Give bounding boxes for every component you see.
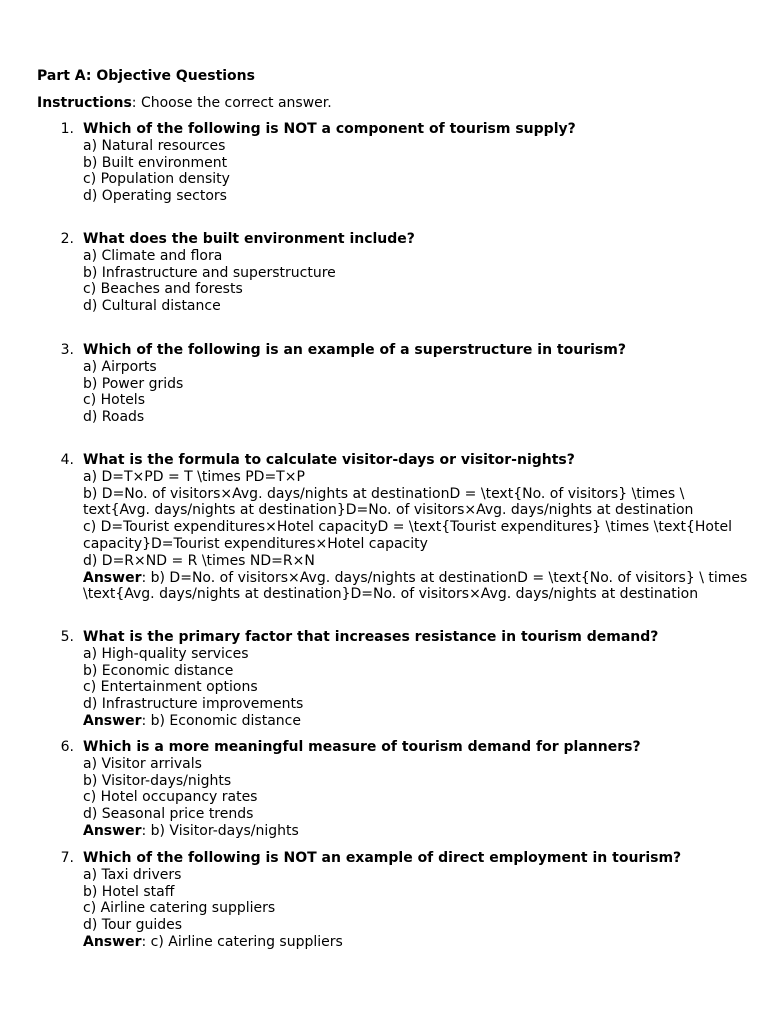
option-d: d) Infrastructure improvements	[83, 696, 304, 713]
question-number: 4.	[60, 452, 74, 468]
option-a: a) Taxi drivers	[83, 866, 182, 883]
answer-line	[83, 934, 755, 951]
question-number: 2.	[60, 231, 74, 247]
option-a: a) Natural resources	[83, 137, 226, 154]
question-7	[0, 850, 768, 951]
question-4	[0, 452, 768, 603]
question-text: Which of the following is an example of a superstructure in tourism?	[83, 342, 626, 358]
option-d: d) Operating sectors	[83, 188, 227, 205]
option-b: b) Economic distance	[83, 662, 234, 679]
option-a: a) Climate and flora	[83, 247, 223, 264]
question-number: 1.	[60, 121, 74, 137]
option-a: a) Visitor arrivals	[83, 755, 202, 772]
section-heading: Part A: Objective Questions	[37, 68, 255, 84]
question-3	[0, 342, 768, 426]
question-text: Which of the following is NOT an example of direct employment in tourism?	[83, 850, 682, 866]
option-b: b) D=No. of visitors×Avg. days/nights at destinationD = \text{No. of visitors} \times \ text{Avg. days/nights at destination}D=No. of visitors×Avg. days/nights at destination	[83, 485, 694, 519]
option-a: a) High-quality services	[83, 645, 249, 662]
answer-line	[83, 713, 755, 730]
option-d: d) D=R×ND = R \times ND=R×N	[83, 552, 315, 569]
question-6	[0, 739, 768, 840]
option-c: c) D=Tourist expenditures×Hotel capacityD = \text{Tourist expenditures} \times \text{Hotel capacity}D=Tourist expenditures×Hotel capacity	[83, 519, 732, 552]
question-number: 7.	[60, 850, 74, 866]
option-b: b) Infrastructure and superstructure	[83, 264, 336, 281]
answer-line	[83, 570, 755, 604]
instructions-label: Instructions	[37, 95, 132, 111]
option-d: d) Cultural distance	[83, 298, 221, 315]
option-a: a) Airports	[83, 358, 157, 375]
option-d: d) Tour guides	[83, 917, 183, 934]
question-5	[0, 629, 768, 730]
answer-label: Answer	[83, 933, 142, 950]
option-b: b) Visitor-days/nights	[83, 772, 232, 789]
instructions	[37, 95, 332, 112]
question-number: 3.	[60, 342, 74, 358]
option-c: c) Airline catering suppliers	[83, 900, 276, 917]
question-text: What is the formula to calculate visitor-days or visitor-nights?	[83, 452, 575, 468]
question-number: 5.	[60, 629, 74, 645]
question-2	[0, 231, 768, 315]
option-d: d) Roads	[83, 409, 145, 426]
answer-text: : b) Economic distance	[141, 712, 301, 729]
answer-label: Answer	[83, 712, 142, 729]
option-b: b) Built environment	[83, 154, 228, 171]
option-c: c) Beaches and forests	[83, 281, 243, 298]
option-c: c) Entertainment options	[83, 679, 258, 696]
question-text: Which of the following is NOT a component of tourism supply?	[83, 121, 576, 137]
answer-label: Answer	[83, 822, 142, 839]
option-a: a) D=T×PD = T \times PD=T×P	[83, 468, 305, 485]
option-d: d) Seasonal price trends	[83, 806, 254, 823]
question-text: What does the built environment include?	[83, 231, 415, 247]
question-1	[0, 121, 768, 205]
instructions-text: : Choose the correct answer.	[131, 95, 332, 111]
option-b: b) Power grids	[83, 375, 184, 392]
question-text: Which is a more meaningful measure of tourism demand for planners?	[83, 739, 641, 755]
answer-label: Answer	[83, 569, 142, 586]
answer-text: : c) Airline catering suppliers	[141, 933, 343, 950]
answer-text: : b) D=No. of visitors×Avg. days/nights at destinationD = \text{No. of visitors} \ times \text{Avg. days/nights at destination}D=No. of visitors×Avg. days/nights at destination	[83, 569, 748, 603]
option-b: b) Hotel staff	[83, 883, 175, 900]
option-c: c) Hotels	[83, 392, 145, 409]
option-c: c) Population density	[83, 171, 230, 188]
option-c: c) Hotel occupancy rates	[83, 789, 258, 806]
question-text: What is the primary factor that increases resistance in tourism demand?	[83, 629, 659, 645]
question-number: 6.	[60, 739, 74, 755]
answer-line	[83, 823, 755, 840]
answer-text: : b) Visitor-days/nights	[141, 822, 299, 839]
